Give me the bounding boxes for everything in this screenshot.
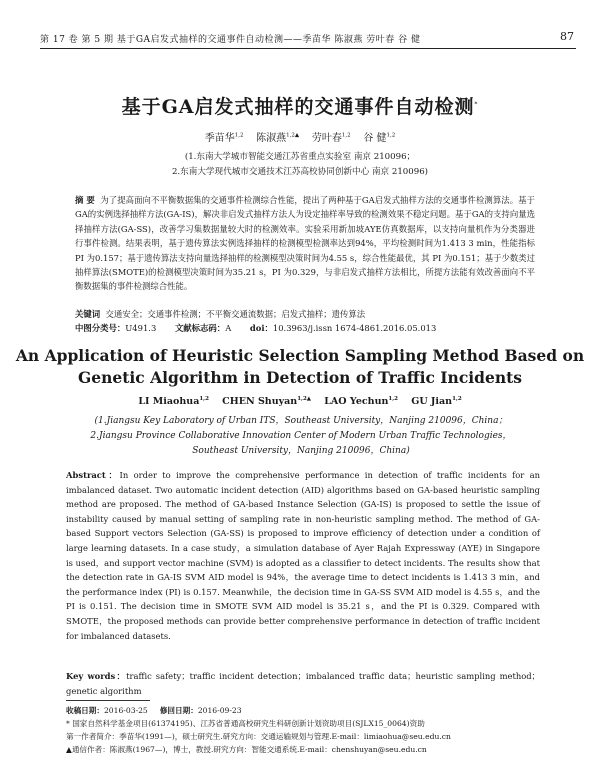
cn-author-sup: 1,2 [341, 132, 351, 139]
revised-date: 2016-09-23 [197, 706, 242, 715]
en-title [0, 345, 600, 389]
cn-author: 季苗华 [204, 133, 235, 144]
en-author: CHEN Shuyan [222, 396, 298, 407]
cn-affiliation: 2.东南大学现代城市交通技术江苏高校协同创新中心 南京 210096) [171, 167, 429, 177]
clc-label: 中图分类号： [75, 323, 126, 333]
cn-title [0, 92, 600, 119]
footnote-rule [66, 700, 150, 701]
footnote-corresponding-author: ▲通信作者：陈淑燕(1967—)，博士，教授.研究方向：智能交通系统.E-mail：chenshuyan@seu.edu.cn [66, 745, 427, 754]
en-author-sup: 1,2 [388, 395, 398, 402]
cn-author-sup: 1,2 [386, 132, 396, 139]
en-author-sup: 1,2 [199, 395, 209, 402]
en-affiliation: Southeast University，Nanjing 210096，China) [192, 446, 410, 456]
cn-classification [75, 321, 535, 335]
en-author: LAO Yechun [324, 396, 389, 407]
en-abstract-label: Abstract： [66, 470, 120, 480]
en-author: LI Miaohua [138, 396, 200, 407]
footnote-first-author: 第一作者简介：季苗华(1991—)，硕士研究生.研究方向：交通运输规划与管理.E-mail：limiaohua@seu.edu.cn [66, 732, 451, 741]
clc-value: U491.3 [125, 323, 157, 333]
doi-value: 10.3963/j.issn 1674-4861.2016.05.013 [272, 323, 437, 333]
en-keywords-text: traffic safety；traffic incident detection；imbalanced traffic data；heuristic sampling method；genetic algorithm [66, 671, 540, 696]
en-author-sup: 1,2 [452, 395, 462, 402]
cn-keywords [75, 307, 535, 321]
cn-abstract-text: 为了提高面向不平衡数据集的交通事件检测综合性能，提出了两种基于GA启发式抽样方法的交通事件检测算法。基于GA的实例选择抽样方法(GA-IS)，解决非启发式抽样方法人为设定抽样率导致的检测效果不稳定问题。基于GA的支持向量选择抽样方法(GA-SS)，改善学习集数据量较大时的检测效率。实验采用新加坡AYE仿真数据库，以支持向量机作为分类器进行事件检测。结果表明，基于遗传算法实例选择抽样的检测模型检测率达到94%，平均检测时间为1.413 3 min，性能指标 PI 为0.157；基于遗传算法支持向量选择抽样的检测模型决策时间为4.55 s，综合性能最优，其 PI 为0.151；基于少数类过抽样算法(SMOTE)的检测模型决策时间为35.21 s，PI 为0.329，与非启发式抽样方法相比，所提方法能有效改善面向不平衡数据集的事件检测综合性能。 [75, 195, 535, 292]
en-keywords [66, 669, 540, 698]
en-affiliation: (1.Jiangsu Key Laboratory of Urban ITS，Southeast University，Nanjing 210096，China； [94, 416, 508, 426]
cn-author: 陈淑燕 [256, 133, 287, 144]
received-date: 2016-03-25 [103, 706, 148, 715]
footnote-fund: * 国家自然科学基金项目(61374195)、江苏省普通高校研究生科研创新计划资助项目(SJLX15_0064)资助 [66, 719, 425, 728]
doi-label: doi： [249, 323, 273, 333]
cn-authors [0, 129, 600, 144]
cn-abstract-label: 摘 要 [75, 195, 95, 205]
en-affiliation: 2.Jiangsu Province Collaborative Innovation Center of Modern Urban Traffic Technologies， [90, 431, 512, 441]
revised-label: 修回日期： [159, 706, 198, 715]
cn-affiliation: (1.东南大学城市智能交通江苏省重点实验室 南京 210096； [184, 152, 416, 162]
cn-title-text: 基于GA启发式抽样的交通事件自动检测 [121, 96, 475, 118]
cn-author: 劳叶春 [311, 133, 342, 144]
cn-keywords-label: 关键词 [75, 309, 101, 319]
cn-abstract [75, 193, 535, 294]
en-abstract [66, 468, 540, 643]
doc-code-label: 文献标志码： [174, 323, 226, 333]
en-author-sup: 1,2▲ [297, 395, 312, 402]
cn-author: 谷 健 [363, 133, 387, 144]
cn-title-mark: * [474, 101, 479, 108]
en-title-line: Genetic Algorithm in Detection of Traffic Incidents [77, 368, 522, 387]
cn-author-sup: 1,2 [234, 132, 244, 139]
cn-keywords-text: 交通安全；交通事件检测；不平衡交通流数据；启发式抽样；遗传算法 [105, 309, 366, 319]
doc-code-value: A [225, 323, 232, 333]
en-authors [0, 396, 600, 407]
en-author: GU Jian [411, 396, 453, 407]
running-header-title: 第 17 卷 第 5 期 基于GA启发式抽样的交通事件自动检测——季苗华 陈淑燕 劳叶春 谷 健 [40, 35, 421, 45]
received-label: 收稿日期： [66, 706, 104, 715]
en-abstract-text: In order to improve the comprehensive performance in detection of traffic incidents for an imbalanced dataset. Two automatic incident detection (AID) algorithms based on GA-based heuristic sampling method are proposed. The method of GA-based Instance Selection (GA-IS) is proposed to settle the issue of instability caused by manual setting of sampling rate in non-heuristic sampling method. The method of GA-based Support vectors Selection (GA-SS) is proposed to improve efficiency of detection under a condition of large learning datasets. In a case study，a simulation database of Ayer Rajah Expressway (AYE) in Singapore is used，and support vector machine (SVM) is adopted as a classifier to detect incidents. The results show that the detection rate in GA-IS SVM AID model is 94%，the average time to detect incidents is 1.413 3 min，and the performance index (PI) is 0.157. Meanwhile，the decision time in GA-SS SVM AID model is 4.55 s，and the PI is 0.151. The decision time in SMOTE SVM AID model is 35.21 s，and the PI is 0.329. Compared with SMOTE，the proposed methods can provide better comprehensive performance in detection of traffic incident for imbalanced datasets. [66, 470, 540, 641]
page-number: 87 [560, 30, 574, 43]
en-title-line: An Application of Heuristic Selection Sampling Method Based on [15, 346, 585, 365]
cn-author-sup: 1,2▲ [286, 132, 300, 139]
en-keywords-label: Key words： [66, 671, 127, 681]
footnote-dates [66, 705, 546, 718]
